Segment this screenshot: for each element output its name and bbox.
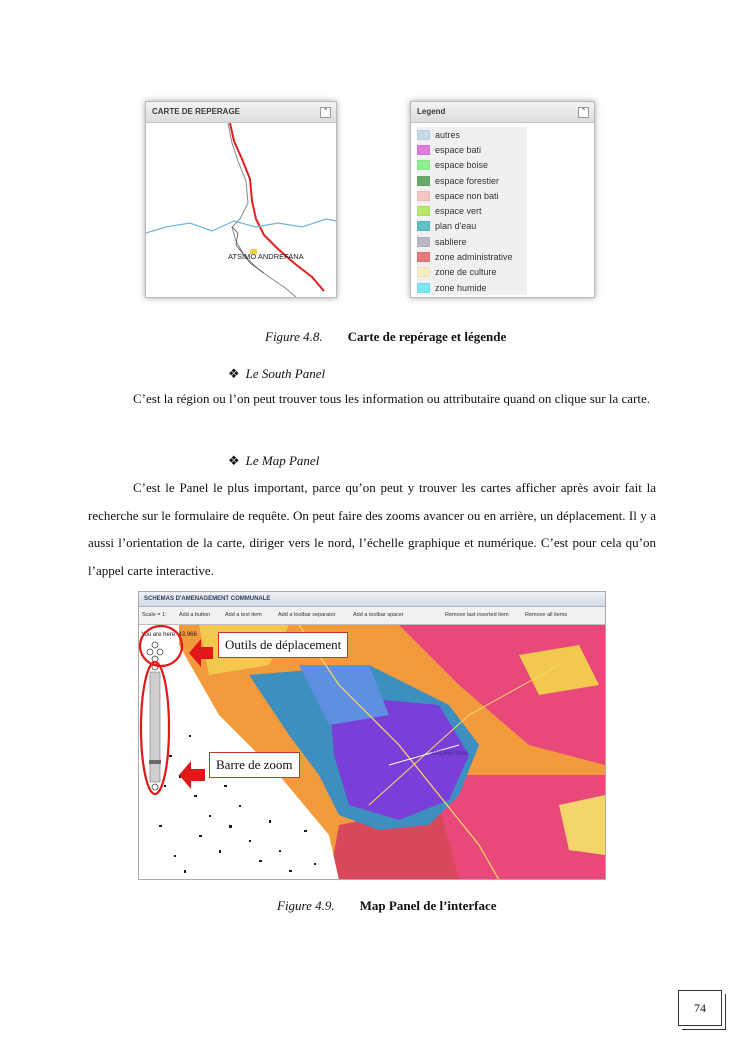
legend-panel	[410, 101, 595, 298]
legend-label: sabliere	[435, 236, 467, 247]
map-panel-title: SCHEMAS D'AMENAGEMENT COMMUNALE	[139, 592, 605, 607]
section-title: Le South Panel	[245, 366, 326, 381]
legend-panel-header	[411, 102, 594, 123]
collapse-icon[interactable]: ⌃	[578, 107, 589, 118]
legend-swatch	[417, 283, 430, 293]
locator-panel-header	[146, 102, 336, 123]
legend-item	[417, 219, 527, 234]
map-toolbar	[139, 607, 605, 625]
legend-item	[417, 142, 527, 157]
callout-pan-tools: Outils de déplacement	[218, 632, 348, 658]
legend-item	[417, 265, 527, 280]
legend-item	[417, 234, 527, 249]
figure-4-9-caption	[277, 898, 496, 914]
legend-label: zone administrative	[435, 252, 513, 263]
paragraph-south	[88, 385, 656, 413]
figure-number: Figure 4.9.	[277, 898, 335, 913]
legend-swatch	[417, 267, 430, 277]
legend-label: espace vert	[435, 206, 482, 217]
legend-swatch	[417, 237, 430, 247]
map-panel-screenshot	[138, 591, 606, 880]
figure-title: Map Panel de l’interface	[359, 898, 497, 913]
locator-place-label: ATSIMO ANDREFANA	[228, 252, 304, 261]
legend-label: espace boise	[435, 160, 489, 171]
section-heading-map	[228, 453, 319, 469]
legend-label: espace bati	[435, 144, 482, 155]
legend-list	[411, 123, 594, 299]
legend-item	[417, 280, 527, 295]
callout-zoom-bar: Barre de zoom	[209, 752, 300, 778]
locator-map-panel	[145, 101, 337, 298]
legend-label: plan d'eau	[435, 221, 477, 232]
legend-swatch	[417, 176, 430, 186]
legend-item	[417, 203, 527, 218]
figure-title: Carte de repérage et légende	[347, 329, 507, 344]
legend-item	[417, 249, 527, 264]
scale-label: Scale = 1:	[142, 612, 167, 618]
legend-swatch	[417, 191, 430, 201]
legend-item	[417, 158, 527, 173]
add-spacer-item[interactable]: Add a toolbar spacer	[353, 612, 404, 618]
collapse-icon[interactable]: ⌃	[320, 107, 331, 118]
legend-label: zone humide	[435, 282, 487, 293]
legend-panel-title: Legend	[417, 107, 446, 116]
remove-last-item[interactable]: Remove last inserted item	[445, 612, 509, 618]
legend-label: espace forestier	[435, 175, 500, 186]
add-text-item[interactable]: Add a text item	[225, 612, 262, 618]
figure-number: Figure 4.8.	[265, 329, 323, 344]
section-heading-south	[228, 366, 325, 382]
bullet-icon: ❖	[228, 453, 240, 468]
bullet-icon: ❖	[228, 366, 240, 381]
position-readout: You are here: 43.966	[141, 632, 197, 638]
add-button-item[interactable]: Add a button	[179, 612, 211, 618]
section-title: Le Map Panel	[245, 453, 320, 468]
legend-swatch	[417, 130, 430, 140]
map-place-label: ANDREFANA	[431, 751, 468, 757]
locator-panel-title: CARTE DE REPERAGE	[152, 107, 241, 116]
legend-swatch	[417, 221, 430, 231]
legend-swatch	[417, 145, 430, 155]
paragraph-map	[88, 474, 656, 584]
legend-swatch	[417, 160, 430, 170]
paragraph-text: C’est le Panel le plus important, parce qu’on peut y trouver les cartes afficher après avoir fait la recherche sur le formulaire de requête. On peut faire des zooms avancer ou en arrière, un déplacement. Il y a aussi l’orientation de la carte, diriger vers le nord, l’échelle graphique et numérique. C’est pour cela qu’on l’appel carte interactive.	[88, 480, 656, 578]
legend-item	[417, 188, 527, 203]
page-number: 74	[678, 990, 722, 1026]
legend-swatch	[417, 206, 430, 216]
legend-swatch	[417, 252, 430, 262]
legend-label: zone de culture	[435, 267, 497, 278]
remove-all-items[interactable]: Remove all items	[525, 612, 568, 618]
legend-item	[417, 127, 527, 142]
add-separator-item[interactable]: Add a toolbar separator	[278, 612, 336, 618]
figure-4-8-caption	[265, 329, 506, 345]
legend-item	[417, 173, 527, 188]
zoom-bar[interactable]	[149, 664, 161, 790]
paragraph-text: C’est la région ou l’on peut trouver tous les information ou attributaire quand on clique sur la carte.	[133, 391, 650, 406]
legend-label: espace non bati	[435, 190, 499, 201]
locator-map	[146, 123, 336, 297]
legend-label: autres	[435, 129, 461, 140]
